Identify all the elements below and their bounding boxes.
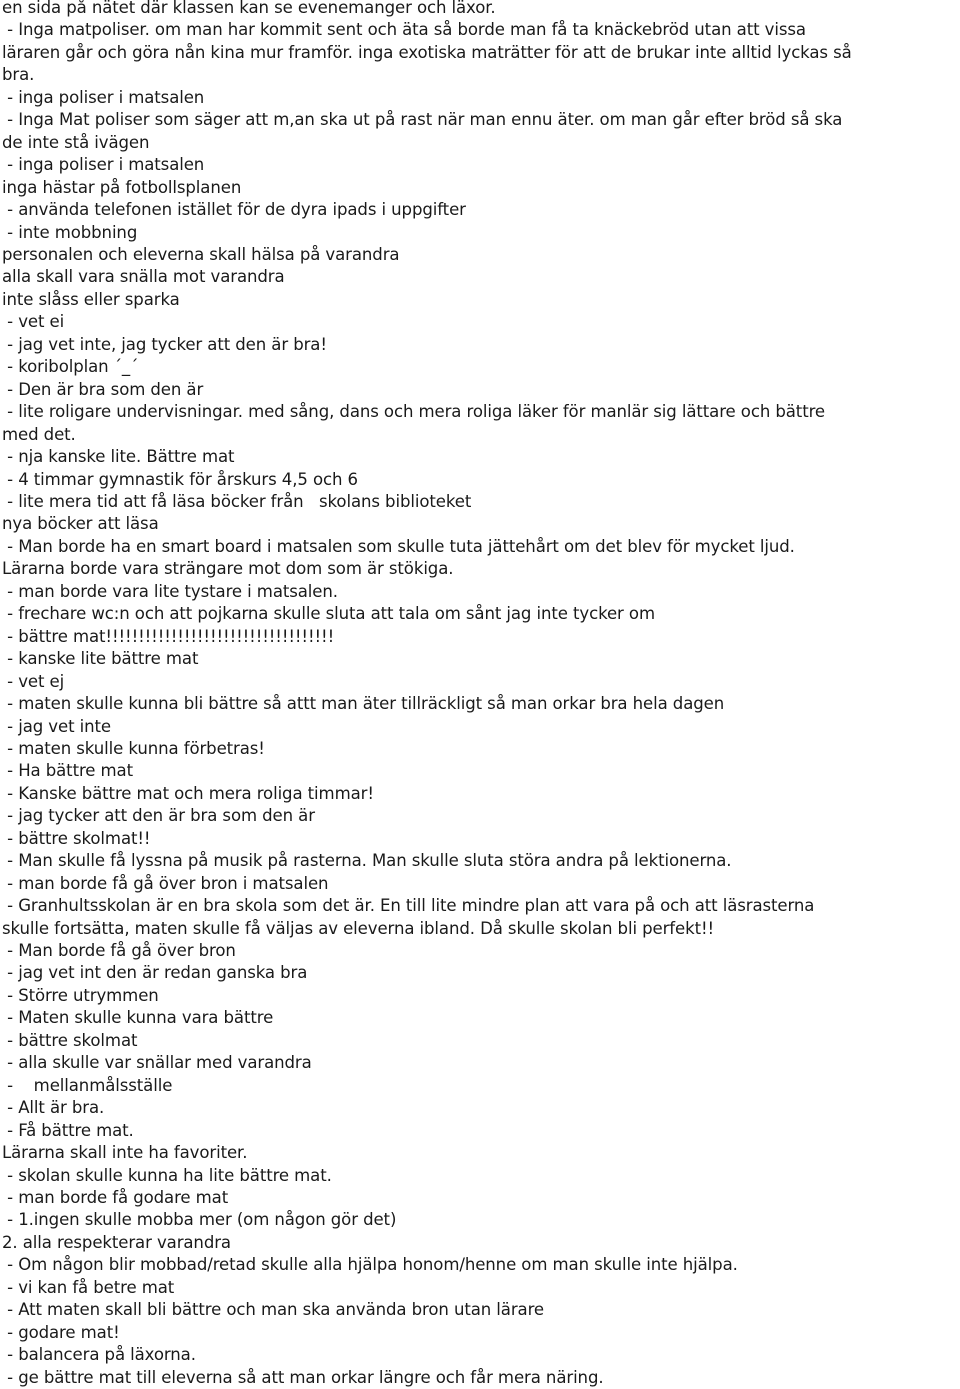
text-line: - man borde få gå över bron i matsalen bbox=[2, 873, 329, 893]
text-line: läraren går och göra nån kina mur framför. inga exotiska maträtter för att de brukar inte alltid lyckas så bbox=[2, 42, 852, 62]
text-line: - 1.ingen skulle mobba mer (om någon gör det) bbox=[2, 1210, 397, 1230]
text-line: - balancera på läxorna. bbox=[2, 1345, 196, 1365]
text-line: - Man borde få gå över bron bbox=[2, 941, 236, 961]
text-line: - Allt är bra. bbox=[2, 1098, 105, 1118]
text-line: skulle fortsätta, maten skulle få väljas av eleverna ibland. Då skulle skolan bli perfekt!! bbox=[2, 918, 715, 938]
text-line: Lärarna skall inte ha favoriter. bbox=[2, 1143, 248, 1163]
text-line: - skolan skulle kunna ha lite bättre mat. bbox=[2, 1165, 332, 1185]
text-line: - lite mera tid att få läsa böcker från skolans biblioteket bbox=[2, 491, 472, 511]
text-line: - Man skulle få lyssna på musik på rasterna. Man skulle sluta störa andra på lektionerna. bbox=[2, 851, 732, 871]
text-line: - nja kanske lite. Bättre mat bbox=[2, 447, 235, 467]
text-line: - inte mobbning bbox=[2, 222, 138, 242]
text-line: - godare mat! bbox=[2, 1322, 120, 1342]
text-line: - bättre skolmat bbox=[2, 1030, 138, 1050]
text-line: med det. bbox=[2, 424, 76, 444]
text-line: - Granhultsskolan är en bra skola som det är. En till lite mindre plan att vara på och att läsrasterna bbox=[2, 896, 815, 916]
text-line: inte slåss eller sparka bbox=[2, 289, 180, 309]
text-line: alla skall vara snälla mot varandra bbox=[2, 267, 285, 287]
text-line: - frechare wc:n och att pojkarna skulle sluta att tala om sånt jag inte tycker om bbox=[2, 604, 655, 624]
text-line: - ge bättre mat till eleverna så att man orkar längre och får mera näring. bbox=[2, 1367, 604, 1387]
text-line: - bättre mat!!!!!!!!!!!!!!!!!!!!!!!!!!!!!!!!!!! bbox=[2, 626, 335, 646]
text-line: - koribolplan ´_´ bbox=[2, 357, 139, 377]
text-line: - Ha bättre mat bbox=[2, 761, 133, 781]
text-line: - Man borde ha en smart board i matsalen som skulle tuta jättehårt om det blev för mycket ljud. bbox=[2, 536, 795, 556]
text-line: - Inga Mat poliser som säger att m,an ska ut på rast när man ennu äter. om man går efter bröd så ska bbox=[2, 110, 843, 130]
text-line: - inga poliser i matsalen bbox=[2, 155, 205, 175]
text-line: - Kanske bättre mat och mera roliga timmar! bbox=[2, 783, 374, 803]
text-line: - 4 timmar gymnastik för årskurs 4,5 och 6 bbox=[2, 469, 358, 489]
text-line: - man borde få godare mat bbox=[2, 1188, 229, 1208]
text-line: - jag vet int den är redan ganska bra bbox=[2, 963, 308, 983]
text-line: Lärarna borde vara strängare mot dom som är stökiga. bbox=[2, 559, 454, 579]
text-line: 2. alla respekterar varandra bbox=[2, 1232, 231, 1252]
text-line: - vet ei bbox=[2, 312, 65, 332]
text-line: - använda telefonen istället för de dyra ipads i uppgifter bbox=[2, 200, 466, 220]
text-line: - Att maten skall bli bättre och man ska använda bron utan lärare bbox=[2, 1300, 544, 1320]
text-line: - bättre skolmat!! bbox=[2, 828, 151, 848]
text-line: personalen och eleverna skall hälsa på varandra bbox=[2, 244, 400, 264]
text-line: de inte stå ivägen bbox=[2, 132, 150, 152]
text-line: - maten skulle kunna bli bättre så attt man äter tillräckligt så man orkar bra hela dagen bbox=[2, 694, 725, 714]
text-line: - Få bättre mat. bbox=[2, 1120, 134, 1140]
text-line: nya böcker att läsa bbox=[2, 514, 159, 534]
text-line: - alla skulle var snällar med varandra bbox=[2, 1053, 312, 1073]
text-line: - Större utrymmen bbox=[2, 985, 159, 1005]
text-line: inga hästar på fotbollsplanen bbox=[2, 177, 242, 197]
text-line: en sida på nätet där klassen kan se evenemanger och läxor. bbox=[2, 0, 496, 17]
text-line: - Maten skulle kunna vara bättre bbox=[2, 1008, 274, 1028]
text-line: bra. bbox=[2, 65, 35, 85]
text-line: - jag tycker att den är bra som den är bbox=[2, 806, 315, 826]
text-line: - inga poliser i matsalen bbox=[2, 87, 205, 107]
text-line: - man borde vara lite tystare i matsalen. bbox=[2, 581, 338, 601]
text-line: - Den är bra som den är bbox=[2, 379, 204, 399]
text-line: - kanske lite bättre mat bbox=[2, 649, 199, 669]
text-line: - vi kan få betre mat bbox=[2, 1277, 175, 1297]
text-line: - Inga matpoliser. om man har kommit sent och äta så borde man få ta knäckebröd utan att vissa bbox=[2, 20, 806, 40]
text-line: - vet ej bbox=[2, 671, 65, 691]
text-line: - jag vet inte, jag tycker att den är bra! bbox=[2, 334, 327, 354]
text-line: - lite roligare undervisningar. med sång, dans och mera roliga läker för manlär sig lättare och bättre bbox=[2, 402, 826, 422]
text-line: - Om någon blir mobbad/retad skulle alla hjälpa honom/henne om man skulle inte hjälpa. bbox=[2, 1255, 738, 1275]
text-line: - maten skulle kunna förbetras! bbox=[2, 738, 265, 758]
text-line: - mellanmålsställe bbox=[2, 1075, 173, 1095]
text-line: - jag vet inte bbox=[2, 716, 111, 736]
